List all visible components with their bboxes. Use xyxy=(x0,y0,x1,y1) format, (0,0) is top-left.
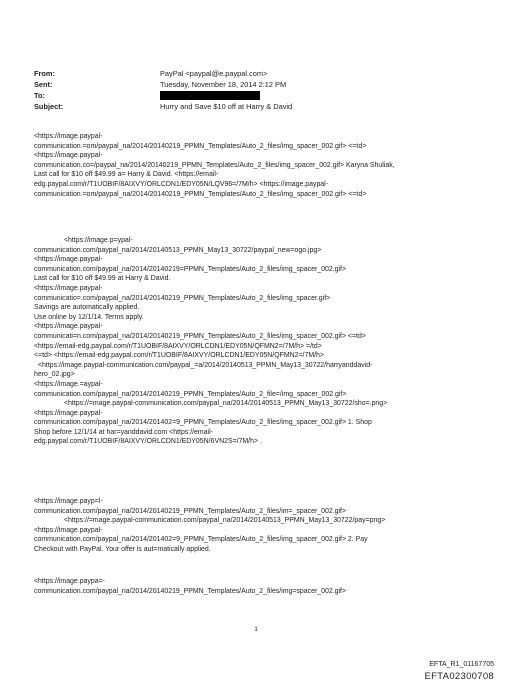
body-line: Savings are automatically applied. xyxy=(34,304,140,312)
body-line: <https://image.p=ypal- xyxy=(64,237,133,244)
body-line: communication.com/paypal_na/2014/201402=9_PPMN_Templates/Auto_2_files/img_spacer_002.gif> 2. Pay xyxy=(34,536,368,544)
body-line: communication.com/paypal_na/2014/201402=9_PPMN_Templates/Auto_2_files/img_spacer_002.gif> 1. Shop xyxy=(34,419,372,427)
body-line: Use online by 12/1/14. Terms apply. xyxy=(34,313,144,321)
body-line: communication.=om/paypal_na/2014/20140219_PPMN_Templates/Auto_2_files/img_spacer_002.gif> <=td> xyxy=(34,190,367,198)
body-paragraph-1 xyxy=(34,132,486,199)
body-line: <https://image.payp=l- xyxy=(34,498,103,505)
body-line: communication.=om/paypal_na/2014/20140219_PPMN_Templates/Auto_2_files/img_spacer_002.gif> <=td> xyxy=(34,142,367,150)
body-line: Shop before 12/1/14 at har=yanddavid.com <https://email- xyxy=(34,428,213,436)
body-paragraph-4 xyxy=(34,577,486,596)
body-line: communication.com/paypal_na/2014/20140219_PPMN_Templates/Auto_2_files/im=_spacer_002.gif> xyxy=(34,507,346,515)
body-line: Last call for $10 off $49.99 a= Harry & David. <https://email- xyxy=(34,171,219,179)
body-line: edg.paypal.com/r/T1UOBIF/8AIXVY/ORLCDN1/EDY05N/6VN2S=/7M/h> . xyxy=(34,438,262,446)
subject-value: Hurry and Save $10 off at Harry & David xyxy=(160,102,293,111)
body-line: <https://email-edg.paypal.com/r/T1UOBIF/8AIXVY/ORLCDN1/EDY05N/QFMN2=/7M/h> =/td> xyxy=(34,342,322,350)
from-label: From: xyxy=(34,69,55,78)
body-line: <=td> <https://email-edg.paypal.com/r/T1UOBIF/8AIXVY/ORLCDN1/EDY05N/QFMN2=/7M/h> xyxy=(34,352,324,360)
bates-number-small: EFTA_R1_01167705 xyxy=(429,661,494,668)
body-line: <https://image.paypa=- xyxy=(34,578,105,585)
body-line: edg.paypal.com/r/T1UOBIF/8AIXVY/ORLCDN1/EDY05N/LQV96=/7M/h> <https://image.paypal- xyxy=(34,180,329,188)
subject-label: Subject: xyxy=(34,102,64,111)
body-line: communication.com/paypal_na/2014/20140219_PPMN_Templates/Auto_2_files/img=spacer_002.gif> xyxy=(34,587,346,595)
body-line: <https://=mage.paypal-communication.com/paypal_na/2014/20140513_PPMN_May13_30722/sho=.png> xyxy=(64,400,388,408)
body-line: <https://image.paypal- xyxy=(34,133,103,140)
body-line: Checkout with PayPal. Your offer is aut=matically applied. xyxy=(34,545,211,553)
body-line: <https://=mage.paypal-communication.com/paypal_na/2014/20140513_PPMN_May13_30722/pay=png> xyxy=(64,517,386,525)
body-line: <https://image.paypal-communication.com/paypal_=a/2014/20140513_PPMN_May13_30722/harryanddavid- xyxy=(38,361,373,369)
body-line: <https://image.paypal- xyxy=(34,409,103,417)
body-line: <https://image.paypal- xyxy=(34,152,103,160)
body-line: communication.co=/paypal_na/2014/20140219_PPMN_Templates/Auto_2_files/img_spacer_002.gif> Karyna Shuliak, xyxy=(34,161,395,169)
from-value: PayPal <paypal@e.paypal.com> xyxy=(160,69,268,78)
body-line: communicati=n.com/paypal_na/2014/20140219_PPMN_Templates/Auto_2_files/img_spacer_002.gif> <=td> xyxy=(34,332,366,340)
body-line: <https://image.paypal- xyxy=(34,256,103,264)
body-paragraph-2 xyxy=(34,236,486,447)
sent-label: Sent: xyxy=(34,80,53,89)
sent-value: Tuesday, November 18, 2014 2:12 PM xyxy=(160,80,287,89)
body-line: <https://image.paypal- xyxy=(34,323,103,331)
body-line: communication.com/paypal_na/2014/20140219=PPMN_Templates/Auto_2_files/img_spacer_002.gif> xyxy=(34,265,346,273)
body-line: <https://image.paypal- xyxy=(34,284,103,292)
body-line: communication.com/paypal_na/2014/20140219_PPMN_Templates/Auto_2_file=/img_spacer_002.gif> xyxy=(34,390,347,398)
to-label: To: xyxy=(34,91,45,100)
bates-number-large: EFTA02300708 xyxy=(424,671,494,682)
body-line: <https://image.paypal- xyxy=(34,526,103,534)
body-line: <https://image.=aypal- xyxy=(34,380,103,388)
body-line: Last call for $10 off $49.99 at Harry & David. xyxy=(34,275,171,283)
body-line: hero_02.jpg> xyxy=(34,371,75,379)
redaction-bar xyxy=(160,91,260,100)
body-line: communicatio=.com/paypal_na/2014/20140219_PPMN_Templates/Auto_2_files/img_spacer.gif> xyxy=(34,294,331,302)
body-line: communication.com/paypal_na/2014/20140513_PPMN_May13_30722/paypal_new=ogo.jpg> xyxy=(34,246,322,254)
page-number: 1 xyxy=(254,626,258,633)
body-paragraph-3 xyxy=(34,497,486,555)
